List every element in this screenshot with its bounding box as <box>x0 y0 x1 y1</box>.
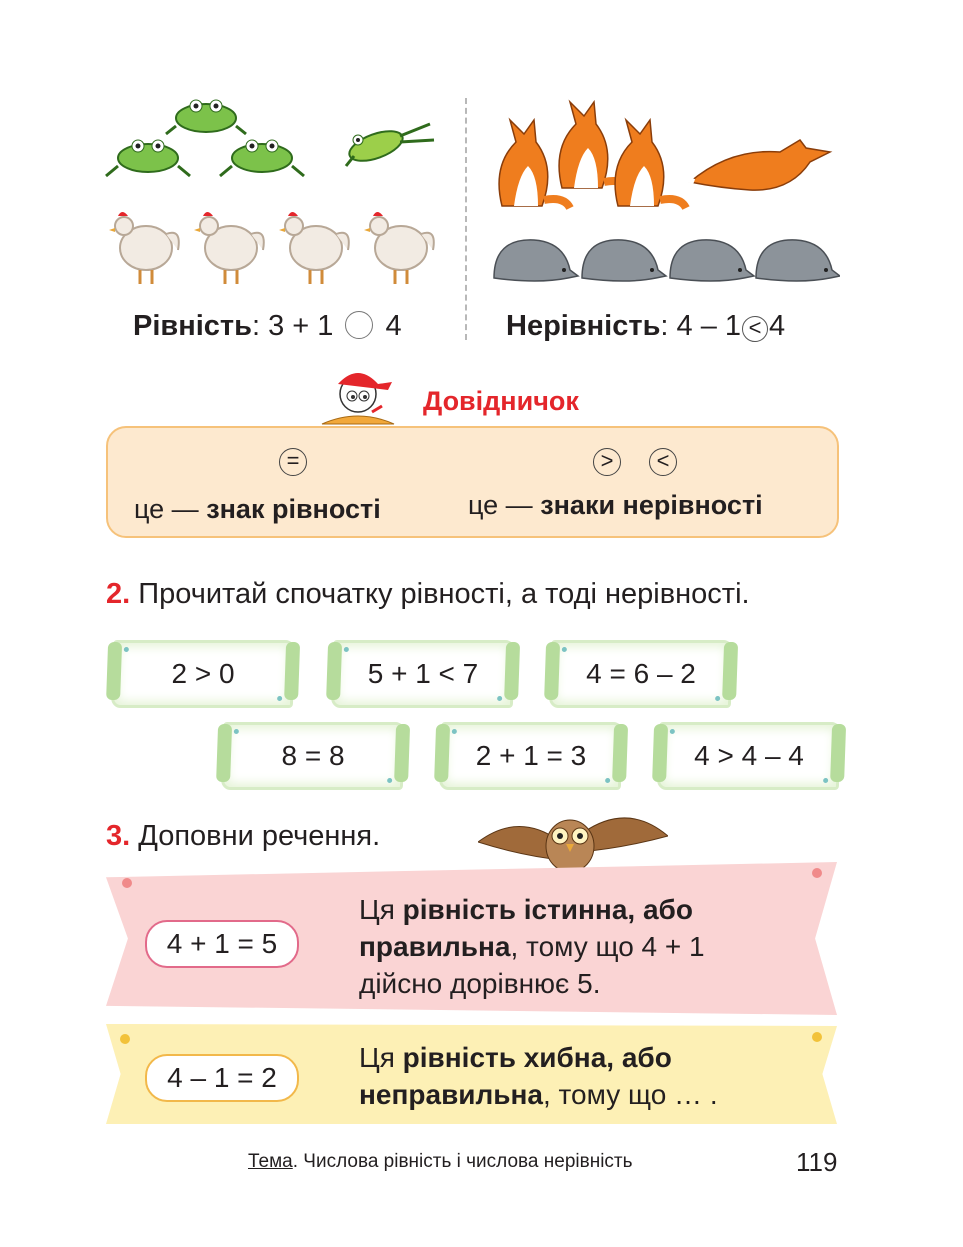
equality-example <box>133 310 402 343</box>
pin-icon <box>122 878 132 888</box>
less-sign-circle: < <box>649 448 677 476</box>
expression-card <box>439 722 623 790</box>
inequality-signs-definition <box>468 490 763 521</box>
frog-icon <box>106 140 190 176</box>
false-equation-text <box>359 1039 718 1113</box>
frogs-illustration <box>104 96 444 188</box>
frog-icon <box>220 140 304 176</box>
text-bold: правильна <box>359 931 511 962</box>
inequality-label: Нерівність <box>506 310 661 342</box>
expression-card <box>657 722 841 790</box>
greater-sign-circle: > <box>593 448 621 476</box>
page-number: 119 <box>796 1147 838 1177</box>
empty-sign-circle <box>345 311 373 339</box>
task-number: 2. <box>106 578 131 610</box>
topic-text: . Числова рівність і числова нерівність <box>292 1151 633 1172</box>
card-text: 8 = 8 <box>281 740 345 771</box>
expression-card <box>331 640 515 708</box>
task-text: Доповни речення. <box>138 820 381 852</box>
false-equation: 4 – 1 = 2 <box>145 1054 299 1102</box>
expression-card <box>221 722 405 790</box>
task-3-heading <box>106 820 380 853</box>
owl-icon <box>478 806 668 872</box>
text-bold: рівність істинна, або <box>402 894 693 925</box>
text-line: дійсно дорівнює 5. <box>359 968 601 999</box>
equality-right: 4 <box>385 310 402 342</box>
reference-title: Довідничок <box>423 386 579 416</box>
hens-illustration <box>104 204 444 294</box>
card-text: 5 + 1 < 7 <box>367 658 479 689</box>
expression-card <box>111 640 295 708</box>
boy-mascot-icon <box>318 368 396 428</box>
reference-box <box>106 426 839 538</box>
pin-icon <box>120 1034 130 1044</box>
inequality-expression: 4 – 1 <box>676 310 742 342</box>
text-bold: рівність хибна, або <box>402 1042 672 1073</box>
hedgehog-icon <box>494 240 578 281</box>
text-line <box>359 1039 718 1076</box>
equal-sign-circle: = <box>279 448 307 476</box>
column-divider <box>465 98 467 340</box>
definition-term: знак рівності <box>206 494 381 524</box>
hedgehogs-illustration <box>490 234 840 288</box>
hen-icon <box>364 212 434 284</box>
equality-sign-definition <box>134 494 381 525</box>
card-text: 4 > 4 – 4 <box>694 740 804 771</box>
jumping-frog-icon <box>346 124 434 167</box>
hen-icon <box>194 212 264 284</box>
hedgehog-icon <box>670 240 754 281</box>
text-bold: неправильна <box>359 1079 543 1110</box>
fox-icon <box>615 120 686 208</box>
inequality-colon: : <box>660 310 669 342</box>
card-text: 2 + 1 = 3 <box>475 740 587 771</box>
equality-expression: 3 + 1 <box>268 310 334 342</box>
card-text: 4 = 6 – 2 <box>586 658 696 689</box>
equality-label: Рівність <box>133 310 252 342</box>
text-part: Ця <box>359 894 403 925</box>
pin-icon <box>812 868 822 878</box>
inequality-sign: < <box>742 316 768 342</box>
hedgehog-icon <box>582 240 666 281</box>
text-line <box>359 928 705 965</box>
text-part: Ця <box>359 1042 403 1073</box>
text-part: , тому що … . <box>542 1079 718 1110</box>
footer-topic <box>248 1151 633 1173</box>
true-equation: 4 + 1 = 5 <box>145 920 299 968</box>
equality-colon: : <box>251 310 261 342</box>
text-part: , тому що 4 + 1 <box>510 931 705 962</box>
expression-card <box>549 640 733 708</box>
definition-prefix: це — <box>468 490 533 520</box>
definition-prefix: це — <box>134 494 199 524</box>
pin-icon <box>812 1032 822 1042</box>
task-2-heading <box>106 578 750 611</box>
task-number: 3. <box>106 820 131 852</box>
frog-icon <box>166 100 246 134</box>
text-line <box>359 891 705 928</box>
definition-term: знаки нерівності <box>540 490 763 520</box>
inequality-example <box>506 310 785 343</box>
true-equation-text <box>359 891 705 1002</box>
hedgehog-icon <box>756 240 840 281</box>
running-fox-icon <box>688 140 830 190</box>
hen-icon <box>109 212 179 284</box>
text-line <box>359 1076 718 1113</box>
topic-label: Тема <box>248 1151 293 1172</box>
foxes-illustration <box>484 96 840 218</box>
inequality-right: 4 <box>769 310 786 342</box>
task-text: Прочитай спочатку рівності, а тоді нерівності. <box>138 578 750 610</box>
card-text: 2 > 0 <box>171 658 235 689</box>
hen-icon <box>279 212 349 284</box>
